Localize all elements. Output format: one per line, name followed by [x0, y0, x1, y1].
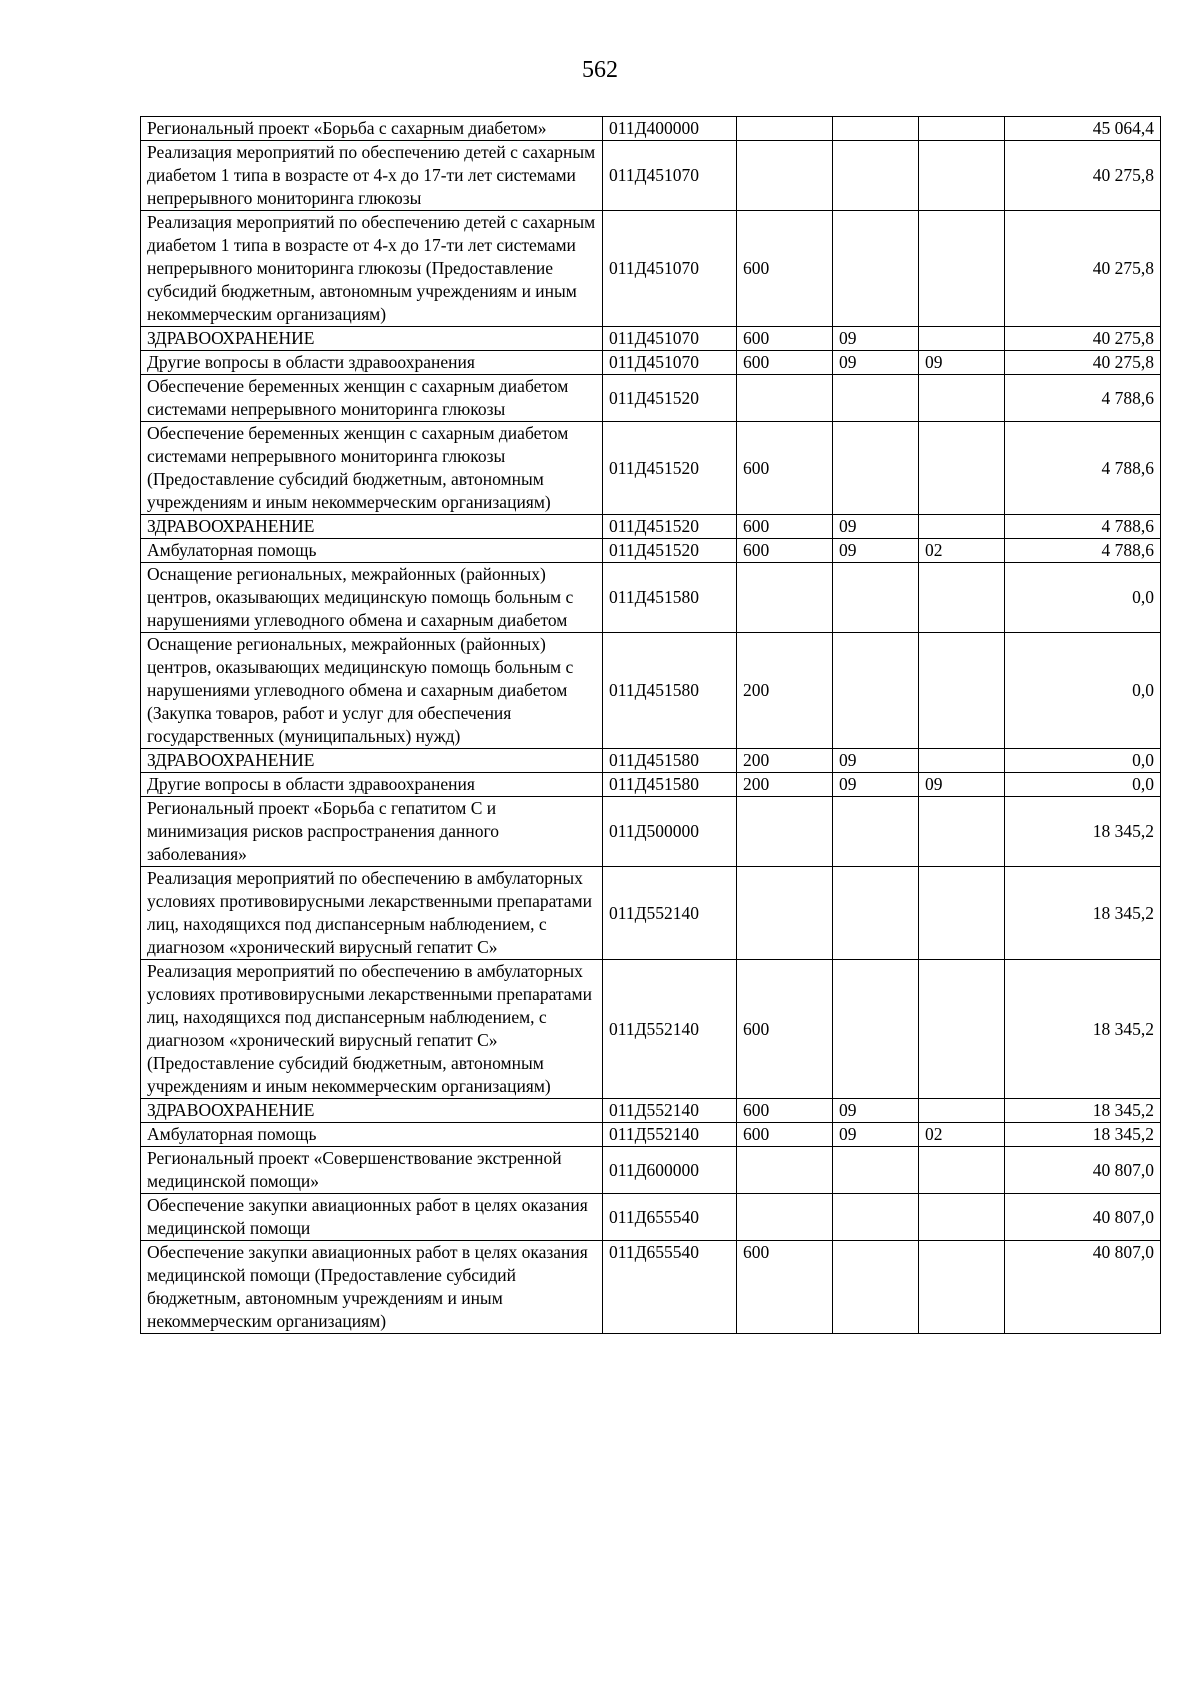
expense-type-cell: 600 — [737, 1241, 833, 1334]
subsection-cell: 02 — [919, 1123, 1005, 1147]
section-cell — [833, 422, 919, 515]
section-cell: 09 — [833, 539, 919, 563]
row-name-cell: ЗДРАВООХРАНЕНИЕ — [141, 1099, 603, 1123]
target-code-cell: 011Д451070 — [603, 211, 737, 327]
subsection-cell — [919, 117, 1005, 141]
target-code-cell: 011Д451580 — [603, 563, 737, 633]
expense-type-cell — [737, 867, 833, 960]
budget-table-body — [141, 117, 1161, 1334]
target-code-cell: 011Д552140 — [603, 960, 737, 1099]
subsection-cell — [919, 1241, 1005, 1334]
amount-cell: 4 788,6 — [1005, 375, 1161, 422]
amount-cell: 0,0 — [1005, 633, 1161, 749]
table-row — [141, 797, 1161, 867]
amount-cell: 4 788,6 — [1005, 539, 1161, 563]
amount-cell: 40 275,8 — [1005, 211, 1161, 327]
expense-type-cell: 600 — [737, 960, 833, 1099]
target-code-cell: 011Д451070 — [603, 327, 737, 351]
row-name-cell: Амбулаторная помощь — [141, 1123, 603, 1147]
row-name-cell: Реализация мероприятий по обеспечению в амбулаторных условиях противовирусными лекарственными препаратами лиц, находящихся под диспансерным наблюдением, с диагнозом «хронический вирусный гепатит С» — [141, 867, 603, 960]
amount-cell: 18 345,2 — [1005, 1123, 1161, 1147]
table-row — [141, 351, 1161, 375]
row-name-cell: Региональный проект «Борьба с гепатитом С и минимизация рисков распространения данного заболевания» — [141, 797, 603, 867]
target-code-cell: 011Д600000 — [603, 1147, 737, 1194]
row-name-cell: ЗДРАВООХРАНЕНИЕ — [141, 749, 603, 773]
amount-cell: 40 275,8 — [1005, 327, 1161, 351]
table-row — [141, 633, 1161, 749]
target-code-cell: 011Д451520 — [603, 375, 737, 422]
row-name-cell: Амбулаторная помощь — [141, 539, 603, 563]
table-row — [141, 1241, 1161, 1334]
subsection-cell — [919, 563, 1005, 633]
amount-cell: 0,0 — [1005, 563, 1161, 633]
budget-table — [140, 116, 1161, 1334]
table-row — [141, 327, 1161, 351]
target-code-cell: 011Д451580 — [603, 749, 737, 773]
target-code-cell: 011Д400000 — [603, 117, 737, 141]
subsection-cell — [919, 141, 1005, 211]
target-code-cell: 011Д552140 — [603, 1123, 737, 1147]
subsection-cell — [919, 633, 1005, 749]
expense-type-cell — [737, 375, 833, 422]
amount-cell: 4 788,6 — [1005, 515, 1161, 539]
section-cell — [833, 117, 919, 141]
amount-cell: 4 788,6 — [1005, 422, 1161, 515]
row-name-cell: Обеспечение беременных женщин с сахарным диабетом системами непрерывного мониторинга глюкозы — [141, 375, 603, 422]
target-code-cell: 011Д451070 — [603, 351, 737, 375]
subsection-cell — [919, 797, 1005, 867]
row-name-cell: Обеспечение беременных женщин с сахарным диабетом системами непрерывного мониторинга глюкозы (Предоставление субсидий бюджетным, автономным учреждениям и иным некоммерческим организациям) — [141, 422, 603, 515]
expense-type-cell: 600 — [737, 1099, 833, 1123]
row-name-cell: Реализация мероприятий по обеспечению детей с сахарным диабетом 1 типа в возрасте от 4-х до 17-ти лет системами непрерывного мониторинга глюкозы (Предоставление субсидий бюджетным, автономным учреждениям и иным некоммерческим организациям) — [141, 211, 603, 327]
row-name-cell: Региональный проект «Совершенствование экстренной медицинской помощи» — [141, 1147, 603, 1194]
amount-cell: 45 064,4 — [1005, 117, 1161, 141]
row-name-cell: Оснащение региональных, межрайонных (районных) центров, оказывающих медицинскую помощь больным с нарушениями углеводного обмена и сахарным диабетом (Закупка товаров, работ и услуг для обеспечения государственных (муниципальных) нужд) — [141, 633, 603, 749]
subsection-cell: 09 — [919, 773, 1005, 797]
subsection-cell — [919, 1194, 1005, 1241]
target-code-cell: 011Д451520 — [603, 539, 737, 563]
expense-type-cell: 200 — [737, 773, 833, 797]
section-cell — [833, 867, 919, 960]
target-code-cell: 011Д451520 — [603, 515, 737, 539]
table-row — [141, 960, 1161, 1099]
amount-cell: 40 275,8 — [1005, 141, 1161, 211]
expense-type-cell: 200 — [737, 633, 833, 749]
amount-cell: 18 345,2 — [1005, 1099, 1161, 1123]
expense-type-cell: 600 — [737, 327, 833, 351]
section-cell — [833, 797, 919, 867]
expense-type-cell — [737, 141, 833, 211]
amount-cell: 18 345,2 — [1005, 867, 1161, 960]
subsection-cell — [919, 1147, 1005, 1194]
table-row — [141, 422, 1161, 515]
expense-type-cell — [737, 797, 833, 867]
target-code-cell: 011Д451520 — [603, 422, 737, 515]
table-row — [141, 1194, 1161, 1241]
expense-type-cell: 600 — [737, 422, 833, 515]
subsection-cell: 09 — [919, 351, 1005, 375]
amount-cell: 0,0 — [1005, 749, 1161, 773]
table-row — [141, 1147, 1161, 1194]
row-name-cell: Обеспечение закупки авиационных работ в целях оказания медицинской помощи — [141, 1194, 603, 1241]
expense-type-cell: 600 — [737, 539, 833, 563]
row-name-cell: Обеспечение закупки авиационных работ в целях оказания медицинской помощи (Предоставление субсидий бюджетным, автономным учреждениям и иным некоммерческим организациям) — [141, 1241, 603, 1334]
row-name-cell: Другие вопросы в области здравоохранения — [141, 351, 603, 375]
target-code-cell: 011Д655540 — [603, 1241, 737, 1334]
section-cell — [833, 563, 919, 633]
section-cell — [833, 141, 919, 211]
row-name-cell: Оснащение региональных, межрайонных (районных) центров, оказывающих медицинскую помощь больным с нарушениями углеводного обмена и сахарным диабетом — [141, 563, 603, 633]
target-code-cell: 011Д451580 — [603, 773, 737, 797]
subsection-cell — [919, 749, 1005, 773]
expense-type-cell: 200 — [737, 749, 833, 773]
section-cell — [833, 375, 919, 422]
target-code-cell: 011Д451580 — [603, 633, 737, 749]
section-cell — [833, 1194, 919, 1241]
expense-type-cell: 600 — [737, 1123, 833, 1147]
table-row — [141, 773, 1161, 797]
expense-type-cell — [737, 1194, 833, 1241]
target-code-cell: 011Д500000 — [603, 797, 737, 867]
row-name-cell: Реализация мероприятий по обеспечению в амбулаторных условиях противовирусными лекарственными препаратами лиц, находящихся под диспансерным наблюдением, с диагнозом «хронический вирусный гепатит С» (Предоставление субсидий бюджетным, автономным учреждениям и иным некоммерческим организациям) — [141, 960, 603, 1099]
target-code-cell: 011Д451070 — [603, 141, 737, 211]
expense-type-cell: 600 — [737, 211, 833, 327]
table-row — [141, 211, 1161, 327]
row-name-cell: Региональный проект «Борьба с сахарным диабетом» — [141, 117, 603, 141]
section-cell — [833, 960, 919, 1099]
subsection-cell — [919, 327, 1005, 351]
subsection-cell — [919, 422, 1005, 515]
target-code-cell: 011Д552140 — [603, 1099, 737, 1123]
expense-type-cell: 600 — [737, 515, 833, 539]
amount-cell: 18 345,2 — [1005, 797, 1161, 867]
subsection-cell — [919, 515, 1005, 539]
expense-type-cell — [737, 117, 833, 141]
target-code-cell: 011Д552140 — [603, 867, 737, 960]
table-row — [141, 515, 1161, 539]
page-number: 562 — [582, 57, 618, 83]
table-row — [141, 375, 1161, 422]
section-cell — [833, 1147, 919, 1194]
row-name-cell: Реализация мероприятий по обеспечению детей с сахарным диабетом 1 типа в возрасте от 4-х до 17-ти лет системами непрерывного мониторинга глюкозы — [141, 141, 603, 211]
table-row — [141, 749, 1161, 773]
table-row — [141, 1099, 1161, 1123]
subsection-cell — [919, 211, 1005, 327]
section-cell — [833, 211, 919, 327]
target-code-cell: 011Д655540 — [603, 1194, 737, 1241]
section-cell: 09 — [833, 773, 919, 797]
amount-cell: 40 807,0 — [1005, 1241, 1161, 1334]
amount-cell: 40 807,0 — [1005, 1194, 1161, 1241]
table-row — [141, 1123, 1161, 1147]
row-name-cell: Другие вопросы в области здравоохранения — [141, 773, 603, 797]
subsection-cell: 02 — [919, 539, 1005, 563]
table-row — [141, 539, 1161, 563]
subsection-cell — [919, 867, 1005, 960]
section-cell: 09 — [833, 515, 919, 539]
section-cell: 09 — [833, 1123, 919, 1147]
table-row — [141, 563, 1161, 633]
subsection-cell — [919, 375, 1005, 422]
table-row — [141, 141, 1161, 211]
row-name-cell: ЗДРАВООХРАНЕНИЕ — [141, 327, 603, 351]
section-cell: 09 — [833, 351, 919, 375]
amount-cell: 18 345,2 — [1005, 960, 1161, 1099]
subsection-cell — [919, 960, 1005, 1099]
expense-type-cell — [737, 1147, 833, 1194]
section-cell — [833, 633, 919, 749]
row-name-cell: ЗДРАВООХРАНЕНИЕ — [141, 515, 603, 539]
table-row — [141, 867, 1161, 960]
section-cell: 09 — [833, 749, 919, 773]
section-cell — [833, 1241, 919, 1334]
expense-type-cell: 600 — [737, 351, 833, 375]
expense-type-cell — [737, 563, 833, 633]
amount-cell: 40 275,8 — [1005, 351, 1161, 375]
amount-cell: 0,0 — [1005, 773, 1161, 797]
section-cell: 09 — [833, 1099, 919, 1123]
amount-cell: 40 807,0 — [1005, 1147, 1161, 1194]
subsection-cell — [919, 1099, 1005, 1123]
section-cell: 09 — [833, 327, 919, 351]
table-row — [141, 117, 1161, 141]
